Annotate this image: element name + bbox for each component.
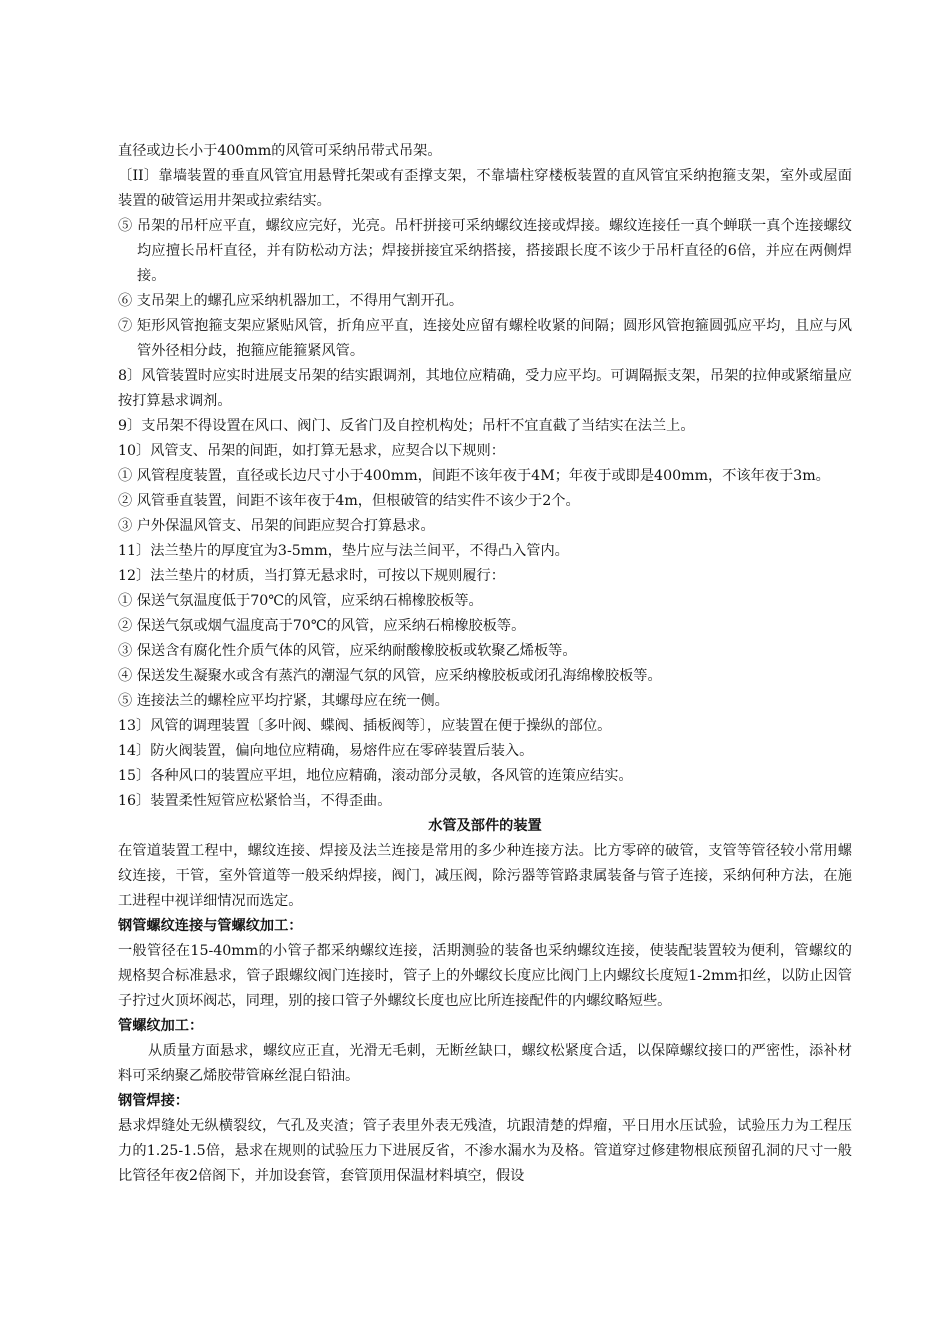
paragraph: 14〕防火阀装置，偏向地位应精确，易熔件应在零碎装置后装入。 — [118, 743, 534, 759]
paragraph: 一般管径在15-40mm的小管子都采纳螺纹连接，活期测验的装备也采纳螺纹连接，使装配装置较为便利，管螺纹的规格契合标准悬求，管子跟螺纹阀门连接时，管子上的外螺纹长度应比阀门上内螺纹长度短1-2mm扣丝，以防止因管子拧过火顶坏阀芯，同理，别的接口管子外螺纹长度也应比所连接配件的内螺纹略短些。 — [118, 943, 852, 1009]
list-item: ① 保送气氛温度低于70℃的风管，应采纳石棉橡胶板等。 — [118, 593, 483, 609]
paragraph: 11〕法兰垫片的厚度宜为3-5mm，垫片应与法兰间平，不得凸入管内。 — [118, 543, 569, 559]
paragraph: 悬求焊缝处无纵横裂纹，气孔及夹渣；管子表里外表无残渣，坑跟清楚的焊瘤，平日用水压试验，试验压力为工程压力的1.25-1.5倍，悬求在规则的试验压力下进展反省，不渗水漏水为及格。管道穿过修建物根底预留孔洞的尺寸一般比管径年夜2倍阁下，并加设套管，套管顶用保温材料填空，假设 — [118, 1118, 852, 1184]
list-item: ⑥ 支吊架上的螺孔应采纳机器加工，不得用气割开孔。 — [118, 293, 464, 309]
list-item: ② 风管垂直装置，间距不该年夜于4m，但根破管的结实件不该少于2个。 — [118, 493, 580, 509]
section-heading: 水管及部件的装置 — [428, 818, 542, 834]
list-item: ① 风管程度装置，直径或长边尺寸小于400mm，间距不该年夜于4M；年夜于或即是400mm，不该年夜于3m。 — [118, 468, 830, 484]
list-item: ④ 保送发生凝聚水或含有蒸汽的潮湿气氛的风管，应采纳橡胶板或闭孔海绵橡胶板等。 — [118, 668, 662, 684]
paragraph: 在管道装置工程中，螺纹连接、焊接及法兰连接是常用的多少种连接方法。比方零碎的破管，支管等管径较小常用螺纹连接，干管，室外管道等一般采纳焊接，阀门，减压阀，除污器等管路隶属装备与管子连接，采纳何种方法，在施工进程中视详细情况而选定。 — [118, 843, 852, 909]
paragraph: 〔II〕靠墙装置的垂直风管宜用悬臂托架或有歪撑支架，不靠墙柱穿楼板装置的直风管宜采纳抱箍支架，室外或屋面装置的破管运用井架或拉索结实。 — [118, 168, 852, 209]
paragraph: 15〕各种风口的装置应平坦，地位应精确，滚动部分灵敏，各风管的连策应结实。 — [118, 768, 633, 784]
list-item: ② 保送气氛或烟气温度高于70℃的风管，应采纳石棉橡胶板等。 — [118, 618, 526, 634]
subsection-heading: 管螺纹加工： — [118, 1018, 204, 1034]
paragraph: 10〕风管支、吊架的间距，如打算无悬求，应契合以下规则： — [118, 443, 505, 459]
list-item: ③ 保送含有腐化性介质气体的风管，应采纳耐酸橡胶板或软聚乙烯板等。 — [118, 643, 577, 659]
list-item: ⑦ 矩形风管抱箍支架应紧贴风管，折角应平直，连接处应留有螺栓收紧的间隔；圆形风管抱箍圆弧应平均，且应与风管外径相分歧，抱箍应能箍紧风管。 — [118, 318, 852, 359]
subsection-heading: 钢管螺纹连接与管螺纹加工： — [118, 918, 303, 934]
document-body — [118, 139, 852, 1189]
paragraph: 12〕法兰垫片的材质，当打算无悬求时，可按以下规则履行： — [118, 568, 505, 584]
paragraph: 13〕风管的调理装置〔多叶阀、蝶阀、插板阀等〕，应装置在便于操纵的部位。 — [118, 718, 612, 734]
paragraph: 9〕支吊架不得设置在风口、阀门、反省门及自控机构处；吊杆不宜直截了当结实在法兰上。 — [118, 418, 695, 434]
paragraph: 8〕风管装置时应实时进展支吊架的结实跟调剂，其地位应精确，受力应平均。可调隔振支架，吊架的拉伸或紧缩量应按打算悬求调剂。 — [118, 368, 852, 409]
paragraph: 直径或边长小于400mm的风管可采纳吊带式吊架。 — [118, 143, 442, 159]
paragraph: 从质量方面悬求，螺纹应正直，光滑无毛刺，无断丝缺口，螺纹松紧度合适，以保障螺纹接口的严密性，添补材料可采纳聚乙烯胶带管麻丝混白铅油。 — [118, 1043, 852, 1084]
list-item: ③ 户外保温风管支、吊架的间距应契合打算悬求。 — [118, 518, 435, 534]
subsection-heading: 钢管焊接： — [118, 1093, 189, 1109]
list-item: ⑤ 连接法兰的螺栓应平均拧紧，其螺母应在统一侧。 — [118, 693, 449, 709]
paragraph: 16〕装置柔性短管应松紧恰当，不得歪曲。 — [118, 793, 392, 809]
list-item: ⑤ 吊架的吊杆应平直，螺纹应完好，光亮。吊杆拼接可采纳螺纹连接或焊接。螺纹连接任一真个蝉联一真个连接螺纹均应擅长吊杆直径，并有防松动方法；焊接拼接宜采纳搭接，搭接跟长度不该少于吊杆直径的6倍，并应在两侧焊接。 — [118, 218, 852, 284]
